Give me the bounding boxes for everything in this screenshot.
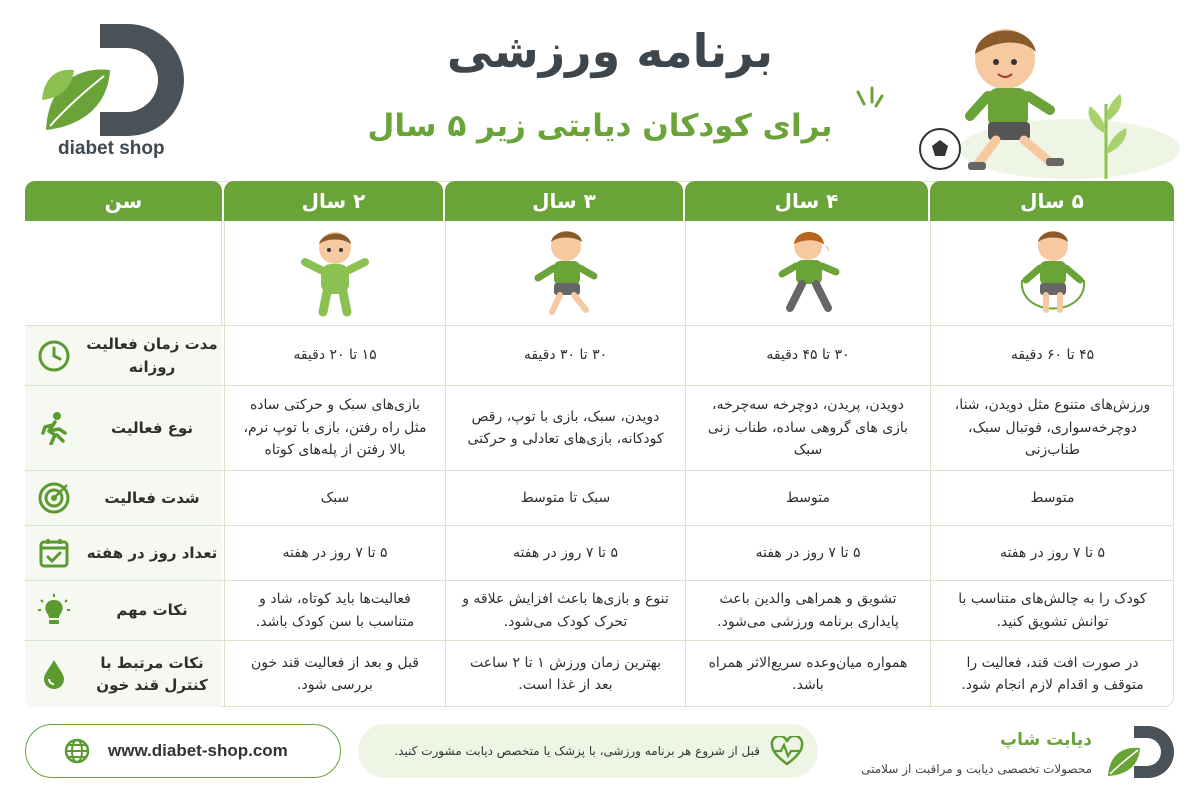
table-cell: سبک: [224, 471, 445, 525]
table-cell: فعالیت‌ها باید کوتاه، شاد و متناسب با سن کودک باشد.: [224, 581, 445, 640]
column-header-5-years: ۵ سال: [930, 181, 1174, 221]
table-cell: کودک را به چالش‌های متناسب با توانش تشویق کنید.: [930, 581, 1174, 640]
table-cell: تشویق و همراهی والدین باعث پایداری برنامه ورزشی می‌شود.: [685, 581, 930, 640]
table-cell: در صورت افت قند، فعالیت را متوقف و اقدام لازم انجام شود.: [930, 641, 1174, 707]
row-label: نکات مهم: [116, 601, 188, 620]
table-cell: دویدن، پریدن، دوچرخه سه‌چرخه، بازی های گروهی ساده، طناب زنی سبک: [685, 386, 930, 470]
footer-logo-icon: [1104, 722, 1180, 782]
doctor-consult-notice: [358, 724, 818, 778]
table-cell: بازی‌های سبک و حرکتی ساده مثل راه رفتن، بازی با توپ نرم، بالا رفتن از پله‌های کوتاه: [224, 386, 445, 470]
running-person-icon: [37, 411, 71, 445]
table-cell: ۳۰ تا ۳۰ دقیقه: [445, 326, 685, 385]
table-cell: متوسط: [685, 471, 930, 525]
calendar-check-icon: [37, 536, 71, 570]
toddler-2-years-illustration: [224, 221, 445, 325]
boy-5-years-jump-rope-illustration: [930, 221, 1174, 325]
blood-drop-icon: [37, 657, 71, 691]
footer-brand: [830, 730, 1092, 776]
row-label: شدت فعالیت: [104, 488, 200, 507]
globe-icon: [64, 738, 90, 764]
table-cell: قبل و بعد از فعالیت قند خون بررسی شود.: [224, 641, 445, 707]
illustration-row: [25, 221, 1174, 326]
row-label: نوع فعالیت: [110, 418, 194, 437]
table-row-activity-type: [25, 386, 1174, 471]
table-cell: ۳۰ تا ۴۵ دقیقه: [685, 326, 930, 385]
boy-3-years-illustration: [445, 221, 685, 325]
table-cell: تنوع و بازی‌ها باعث افزایش علاقه و تحرک کودک می‌شود.: [445, 581, 685, 640]
table-row-blood-sugar-tips: [25, 641, 1174, 707]
table-cell: ۱۵ تا ۲۰ دقیقه: [224, 326, 445, 385]
website-url[interactable]: www.diabet-shop.com: [108, 741, 288, 760]
table-cell: ۵ تا ۷ روز در هفته: [224, 526, 445, 580]
table-row-important-tips: [25, 581, 1174, 641]
girl-4-years-illustration: [685, 221, 930, 325]
row-label: مدت زمان فعالیت روزانه: [86, 335, 218, 376]
table-cell: ۵ تا ۷ روز در هفته: [930, 526, 1174, 580]
column-header-4-years: ۴ سال: [685, 181, 928, 221]
page-subtitle: برای کودکان دیابتی زیر ۵ سال: [367, 108, 833, 144]
table-row-days-per-week: [25, 526, 1174, 581]
column-header-3-years: ۳ سال: [445, 181, 683, 221]
logo-text: diabet shop: [58, 138, 165, 159]
table-cell: ۴۵ تا ۶۰ دقیقه: [930, 326, 1174, 385]
row-label: تعداد روز در هفته: [86, 543, 218, 562]
table-cell: متوسط: [930, 471, 1174, 525]
notice-text: قبل از شروع هر برنامه ورزشی، با پزشک یا متخصص دیابت مشورت کنید.: [394, 744, 760, 758]
footer-brand-title: دیابت شاپ: [1000, 730, 1092, 750]
table-cell: بهترین زمان ورزش ۱ تا ۲ ساعت بعد از غذا است.: [445, 641, 685, 707]
table-row-intensity: [25, 471, 1174, 526]
table-cell: دویدن، سبک، بازی با توپ، رقص کودکانه، بازی‌های تعادلی و حرکتی: [445, 386, 685, 470]
page-title: برنامه ورزشی: [446, 24, 774, 78]
column-header-2-years: ۲ سال: [224, 181, 443, 221]
brand-logo[interactable]: [38, 18, 198, 168]
table-cell: ورزش‌های متنوع مثل دویدن، شنا، دوچرخه‌سواری، فوتبال سبک، طناب‌زنی: [930, 386, 1174, 470]
table-cell: ۵ تا ۷ روز در هفته: [445, 526, 685, 580]
table-cell: همواره میان‌وعده سریع‌الاثر همراه باشد.: [685, 641, 930, 707]
exercise-table: [25, 181, 1174, 707]
table-cell: سبک تا متوسط: [445, 471, 685, 525]
sparkle-lines-icon: [850, 86, 890, 126]
target-icon: [37, 481, 71, 515]
diabet-shop-logo-icon: [38, 18, 198, 138]
footer-brand-subtitle: محصولات تخصصی دیابت و مراقبت از سلامتی: [861, 762, 1092, 776]
column-header-age: سن: [25, 181, 222, 221]
table-cell: ۵ تا ۷ روز در هفته: [685, 526, 930, 580]
table-row-duration: [25, 326, 1174, 386]
row-label: نکات مرتبط با کنترل قند خون: [96, 653, 208, 694]
boy-playing-soccer-illustration: [900, 14, 1200, 184]
lightbulb-icon: [37, 594, 71, 628]
clock-icon: [37, 339, 71, 373]
heart-pulse-icon: [770, 736, 804, 766]
website-link[interactable]: [25, 724, 341, 778]
